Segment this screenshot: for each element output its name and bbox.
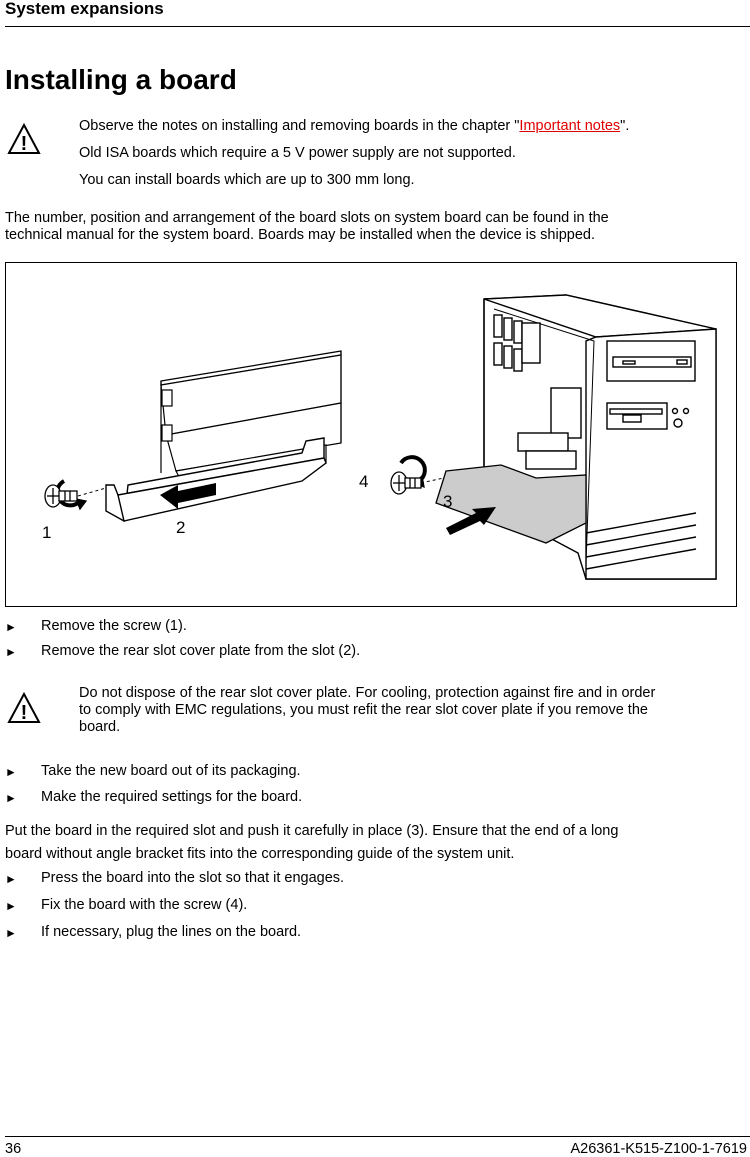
document-id: A26361-K515-Z100-1-7619: [570, 1141, 747, 1157]
running-header: [5, 0, 750, 27]
callout-4: 4: [359, 472, 369, 491]
para2-line-2: board without angle bracket fits into the corresponding guide of the system unit.: [5, 846, 515, 862]
intro-line-1: The number, position and arrangement of the board slots on system board can be found in the: [5, 210, 609, 226]
bullet-arrow-icon: ►: [5, 872, 17, 886]
section-title: System expansions: [5, 0, 164, 18]
notice2-line-2: to comply with EMC regulations, you must refit the rear slot cover plate if you remove the: [79, 702, 648, 718]
bullet-arrow-icon: ►: [5, 765, 17, 779]
warning-triangle-icon: [7, 692, 41, 724]
intro-line-2: technical manual for the system board. Boards may be installed when the device is shipped.: [5, 227, 595, 243]
notice-line-3: You can install boards which are up to 300 mm long.: [79, 172, 415, 188]
page-footer: [5, 1136, 750, 1156]
notice-line-1: Observe the notes on installing and removing boards in the chapter "Important notes".: [79, 118, 630, 134]
para2-line-1: Put the board in the required slot and push it carefully in place (3). Ensure that the end of a long: [5, 823, 619, 839]
page-number: 36: [5, 1141, 22, 1157]
notice2-line-3: board.: [79, 719, 121, 735]
svg-text:!: !: [20, 133, 28, 155]
bullet-arrow-icon: ►: [5, 791, 17, 805]
pc-tower: [484, 295, 716, 579]
board-installation-illustration: [6, 263, 736, 606]
bullet-arrow-icon: ►: [5, 926, 17, 940]
notice-line-2: Old ISA boards which require a 5 V power supply are not supported.: [79, 145, 516, 161]
notice2-line-1: Do not dispose of the rear slot cover plate. For cooling, protection against fire and in order: [79, 685, 656, 701]
bullet-arrow-icon: ►: [5, 620, 17, 634]
callout-3: 3: [443, 492, 453, 511]
svg-text:!: !: [20, 702, 28, 724]
warning-triangle-icon: [7, 123, 41, 155]
bullet-arrow-icon: ►: [5, 899, 17, 913]
installation-figure: [5, 262, 737, 607]
expansion-board: [436, 465, 586, 543]
screw-4-icon: [391, 457, 425, 494]
callout-1: 1: [42, 523, 52, 542]
bullet-arrow-icon: ►: [5, 645, 17, 659]
important-notes-link[interactable]: Important notes: [519, 118, 621, 134]
callout-2: 2: [176, 518, 186, 537]
page-title: Installing a board: [5, 64, 237, 95]
